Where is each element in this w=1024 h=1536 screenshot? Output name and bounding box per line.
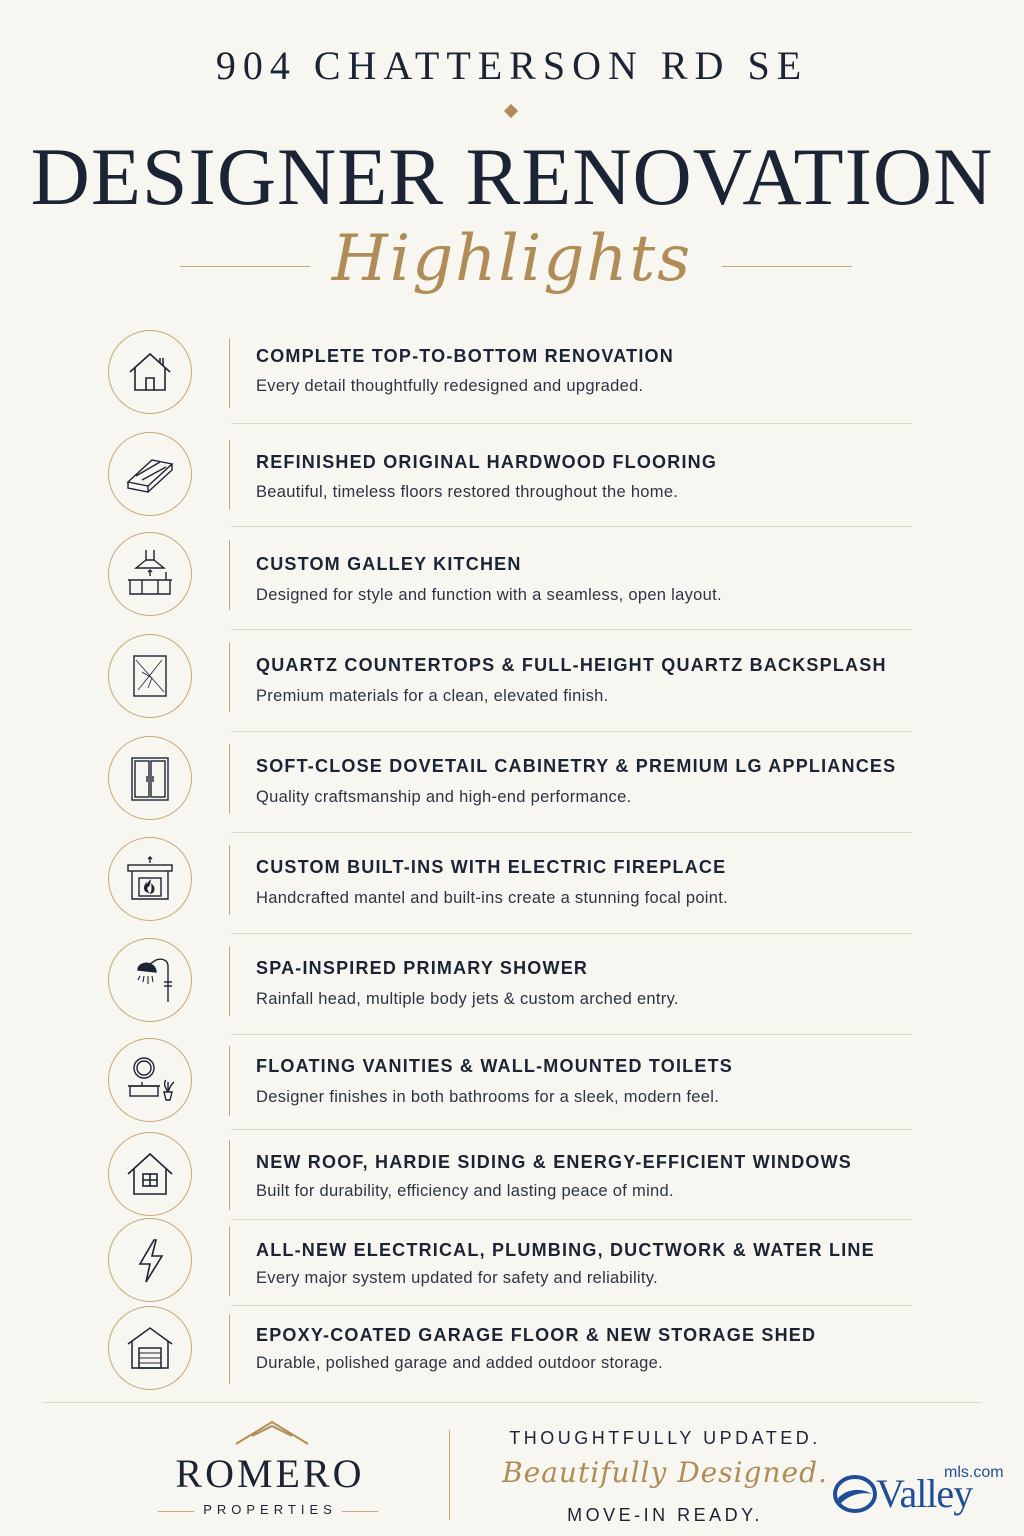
kitchen-hood-icon xyxy=(122,546,178,602)
shower-icon xyxy=(122,952,178,1008)
quartz-slab-icon xyxy=(122,648,178,704)
vanity-icon xyxy=(122,1052,178,1108)
feature-description: Handcrafted mantel and built-ins create a stunning focal point. xyxy=(256,889,729,907)
feature-title: QUARTZ COUNTERTOPS & FULL-HEIGHT QUARTZ BACKSPLASH xyxy=(256,655,887,675)
subtitle-rule-right xyxy=(722,266,852,267)
footer-divider xyxy=(42,1402,982,1403)
house-window-icon xyxy=(122,1146,178,1202)
feature-description: Beautiful, timeless floors restored throughout the home. xyxy=(256,483,679,501)
feature-description: Designer finishes in both bathrooms for a sleek, modern feel. xyxy=(256,1088,720,1106)
footer-vertical-divider xyxy=(449,1430,450,1520)
feature-title: COMPLETE TOP-TO-BOTTOM RENOVATION xyxy=(256,346,674,366)
lightning-icon xyxy=(122,1232,178,1288)
feature-title: SPA-INSPIRED PRIMARY SHOWER xyxy=(256,958,589,978)
roof-logo-icon xyxy=(232,1418,312,1448)
feature-description: Premium materials for a clean, elevated finish. xyxy=(256,687,609,705)
feature-description: Durable, polished garage and added outdoor storage. xyxy=(256,1354,664,1372)
feature-title: FLOATING VANITIES & WALL-MOUNTED TOILETS xyxy=(256,1056,733,1076)
feature-title: CUSTOM BUILT-INS WITH ELECTRIC FIREPLACE xyxy=(256,857,727,877)
ornament-diamond xyxy=(504,104,518,118)
valley-domain-text: mls.com xyxy=(944,1464,1004,1481)
script-subtitle: Highlights xyxy=(331,222,693,296)
feature-title: REFINISHED ORIGINAL HARDWOOD FLOORING xyxy=(256,452,718,472)
feature-description: Built for durability, efficiency and lasting peace of mind. xyxy=(256,1182,674,1200)
feature-title: CUSTOM GALLEY KITCHEN xyxy=(256,554,522,574)
feature-title: EPOXY-COATED GARAGE FLOOR & NEW STORAGE SHED xyxy=(256,1325,817,1345)
garage-icon xyxy=(122,1320,178,1376)
feature-description: Rainfall head, multiple body jets & custom arched entry. xyxy=(256,990,679,1008)
valley-swoosh-icon xyxy=(832,1474,878,1514)
valley-mls-logo xyxy=(832,1466,1022,1518)
valley-brand-text: Valley xyxy=(876,1471,973,1516)
address-title: 904 CHATTERSON RD SE xyxy=(215,43,809,88)
feature-description: Designed for style and function with a seamless, open layout. xyxy=(256,586,722,604)
tagline-3: MOVE-IN READY. xyxy=(567,1505,763,1525)
tagline-1: THOUGHTFULLY UPDATED. xyxy=(509,1428,821,1448)
feature-title: ALL-NEW ELECTRICAL, PLUMBING, DUCTWORK & WATER LINE xyxy=(256,1240,875,1260)
brand-name: ROMERO xyxy=(175,1451,365,1496)
subtitle-rule-left xyxy=(180,266,310,267)
fireplace-icon xyxy=(122,851,178,907)
brand-subtitle: PROPERTIES xyxy=(203,1502,337,1517)
feature-description: Quality craftsmanship and high-end performance. xyxy=(256,788,632,806)
house-icon xyxy=(122,344,178,400)
feature-description: Every major system updated for safety and reliability. xyxy=(256,1269,658,1287)
feature-description: Every detail thoughtfully redesigned and upgraded. xyxy=(256,377,644,395)
feature-title: NEW ROOF, HARDIE SIDING & ENERGY-EFFICIENT WINDOWS xyxy=(256,1152,853,1172)
tagline-2: Beautifully Designed. xyxy=(502,1456,828,1489)
headline: DESIGNER RENOVATION xyxy=(30,131,994,222)
feature-title: SOFT-CLOSE DOVETAIL CABINETRY & PREMIUM LG APPLIANCES xyxy=(256,756,897,776)
cabinet-icon xyxy=(122,750,178,806)
hardwood-planks-icon xyxy=(122,446,178,502)
